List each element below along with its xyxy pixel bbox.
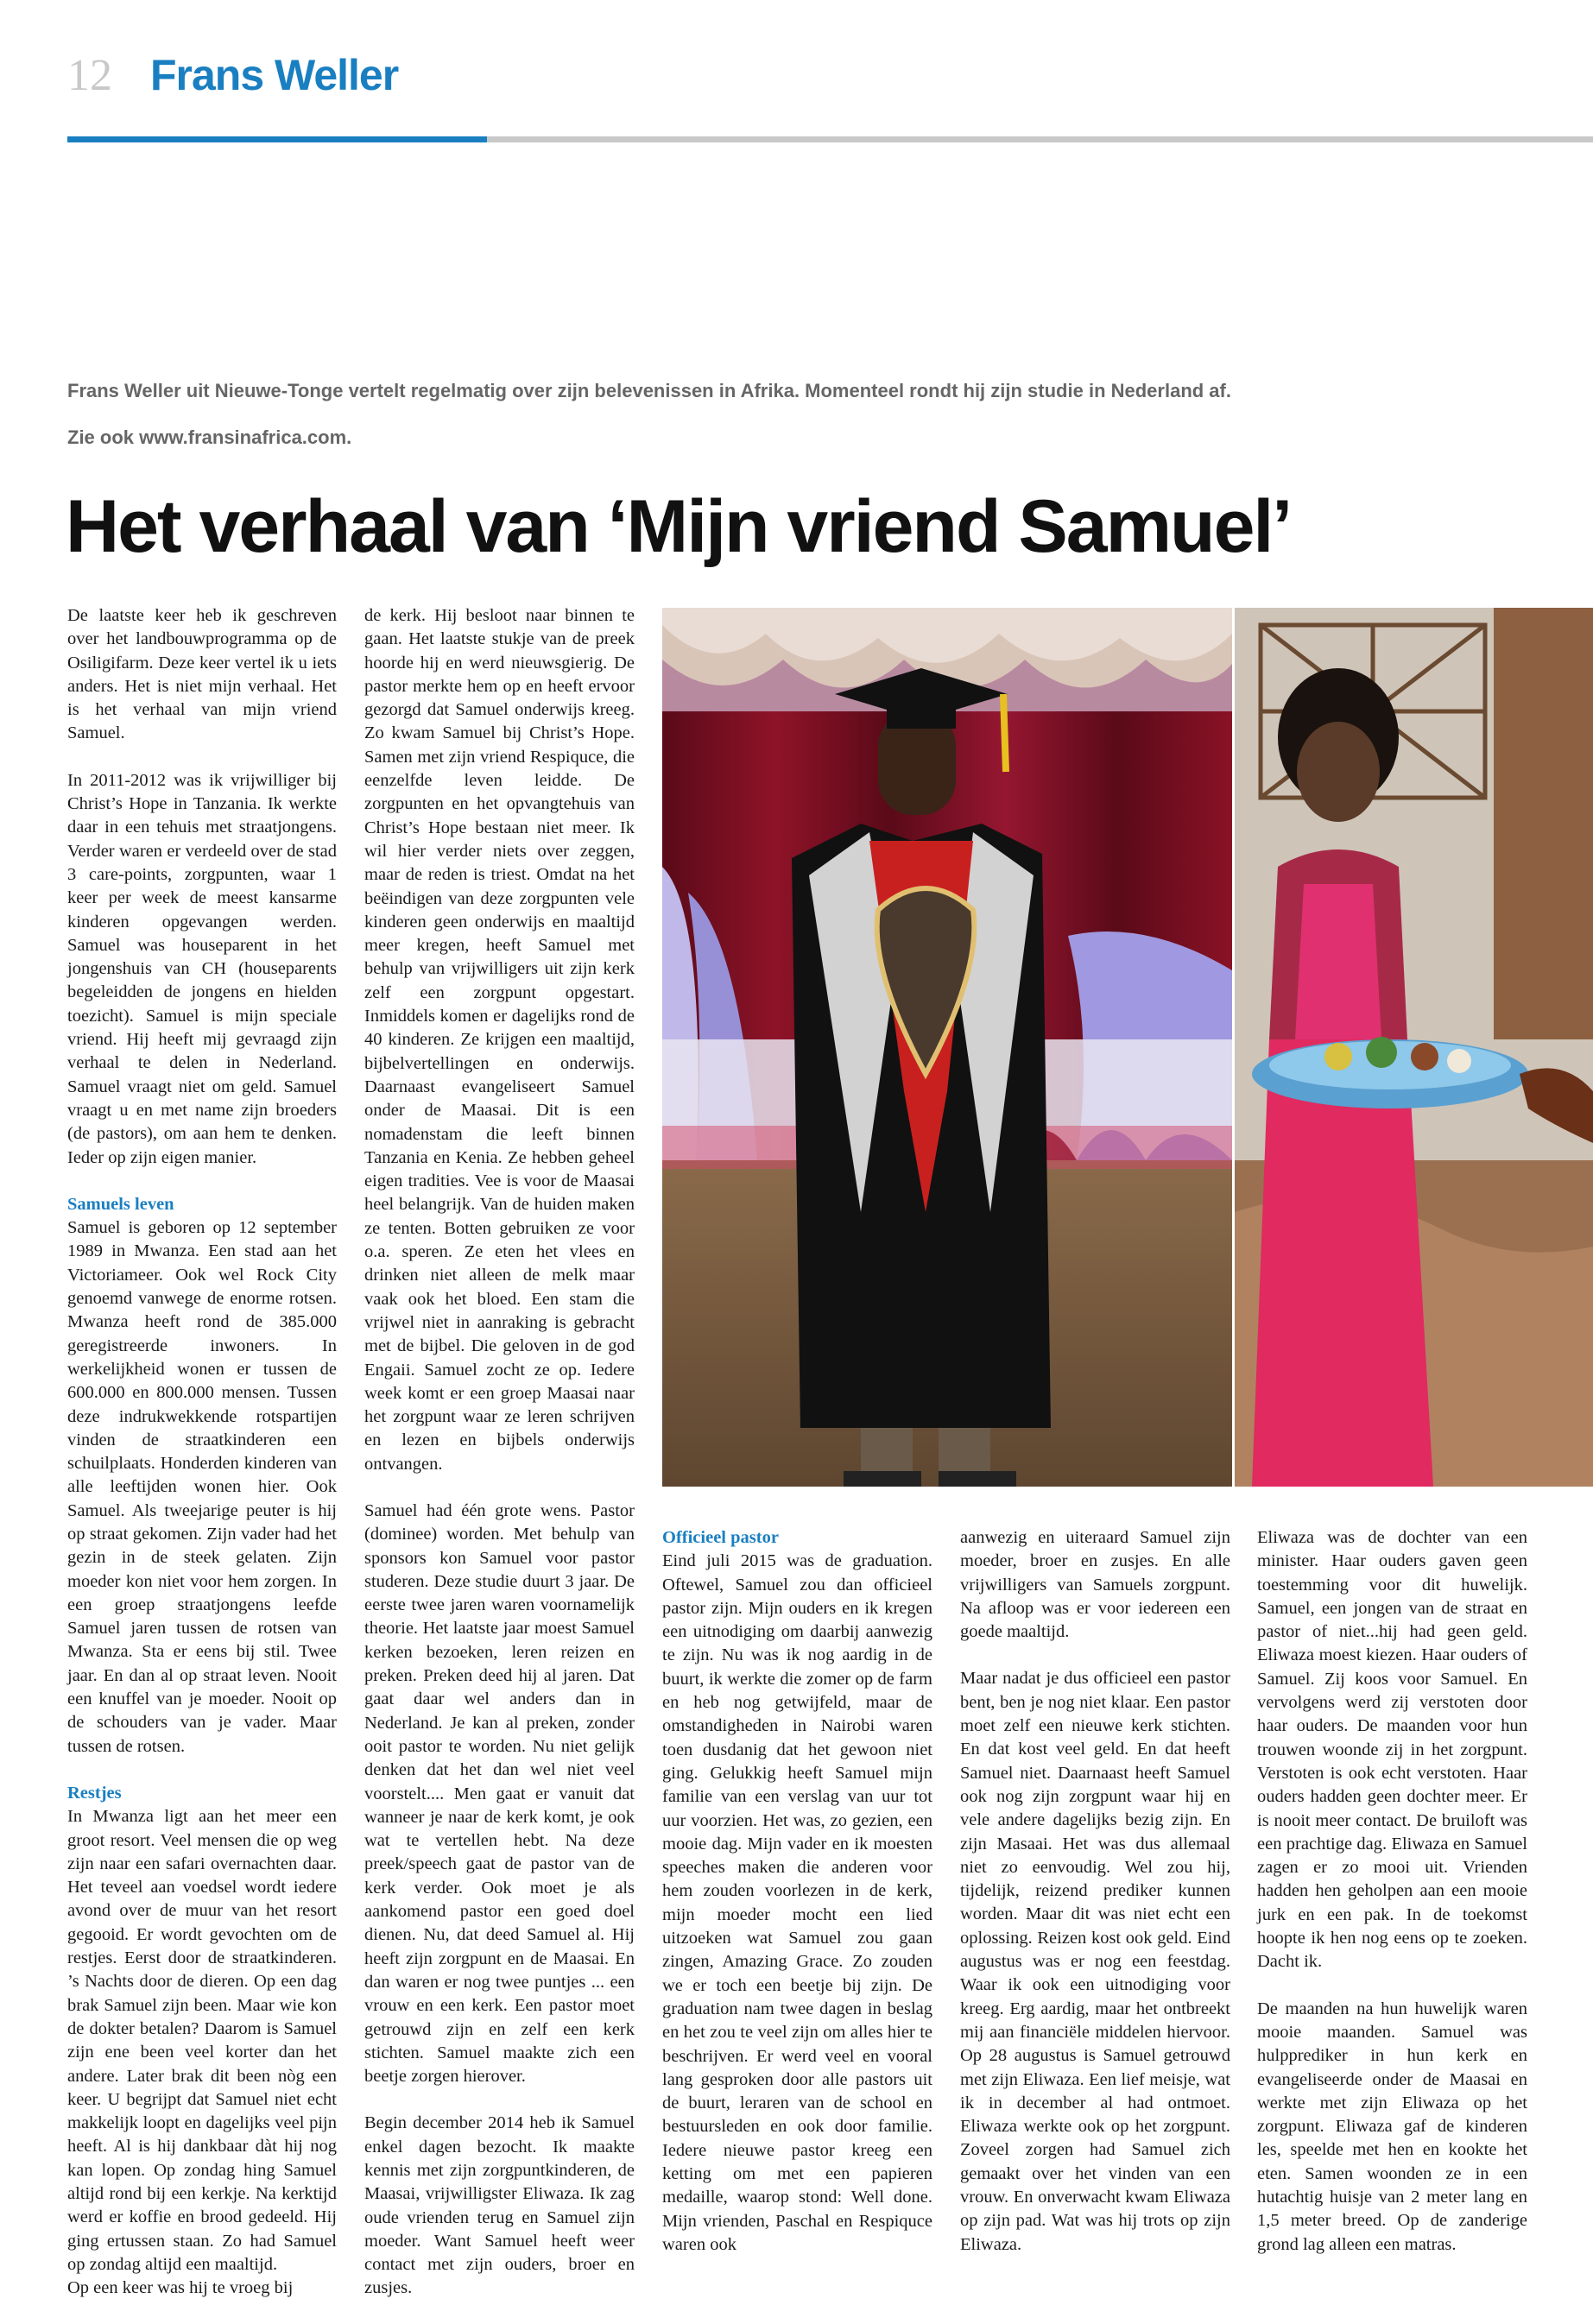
paragraph: de kerk. Hij besloot naar binnen te gaan. Het laatste stukje van de preek hoorde hij en werd nieuwsgierig. De pastor merkte hem op en heeft ervoor gezorgd dat Samuel onderwijs kreeg. Zo kwam Samuel bij Christ’s Hope. Samen met zijn vriend Respiquce, die eenzelfde leven leidde. De zorgpunten en het opvangtehuis van Christ’s Hope bestaan niet meer. Ik wil hier verder niets over zeggen, maar de reden is triest. Omdat na het beëindigen van deze zorgpunten vele kinderen geen onderwijs en maaltijd meer kregen, heeft Samuel met behulp van vrijwilligers uit zijn kerk zelf een zorgpunt opgestart. Inmiddels komen er dagelijks rond de 40 kinderen. Ze krijgen een maaltijd, bijbelvertellingen en onderwijs. Daarnaast evangeliseert Samuel onder de Maasai. Dit is een nomadenstam die leeft binnen Tanzania en Kenia. Ze hebben geheel eigen tradities. Vee is voor de Maasai heel belangrijk. Van de huiden maken ze tenten. Botten gebruiken ze voor o.a. speren. Ze eten het vlees en drinken niet alleen de melk maar vaak ook het bloed. Een stam die vrijwel niet in aanraking is gebracht met de bijbel. Die geloven in de god Engaii. Samuel zocht ze op. Iedere week komt er een groep Maasai naar het zorgpunt waar ze leren schrijven en lezen en bijbels onderwijs ontvangen. xyxy=(364,606,635,1474)
page-header xyxy=(67,50,398,111)
subheading: Samuels leven xyxy=(67,1194,174,1214)
paragraph: In Mwanza ligt aan het meer een groot resort. Veel mensen die op weg zijn naar een safari overnachten daar. Het teveel aan voedsel wordt iedere avond over de muur van het resort gegooid. Er wordt gevochten om de restjes. Eerst door de straatkinderen. ’s Nachts door de dieren. Op een dag brak Samuel zijn been. Maar wie kon de dokter betalen? Daarom is Samuel zijn ene been veel korter dan het andere. Later brak dit been nòg een keer. U begrijpt dat Samuel niet echt makkelijk loopt en dagelijks veel pijn heeft. Al is hij dankbaar dàt hij nog kan lopen. Op zondag hing Samuel altijd rond bij een kerkje. Na kerktijd werd er koffie en brood gedeeld. Hij ging ertussen staan. Zo had Samuel op zondag altijd een maaltijd. xyxy=(67,1807,337,2274)
paragraph: Begin december 2014 heb ik Samuel enkel dagen bezocht. Ik maakte kennis met zijn zorgpuntkinderen, de Maasai, vrijwilligster Eliwaza. Ik zag oude vrienden terug en Samuel zijn moeder. Want Samuel heeft weer contact met zijn ouders, broer en zusjes. xyxy=(364,2113,635,2298)
intro-website: Zie ook www.fransinafrica.com. xyxy=(67,426,352,448)
paragraph: Samuel had één grote wens. Pastor (dominee) worden. Met behulp van sponsors kon Samuel voor pastor studeren. Deze studie duurt 3 jaar. De eerste twee jaren waren voornamelijk theorie. Het laatste jaar moest Samuel kerken bezoeken, leren reizen en preken. Preken deed hij al jaren. Dat gaat daar wel anders dan in Nederland. Je kan al preken, zonder ooit pastor te worden. Nu niet gelijk denken dat het dan wel niet veel voorstelt.... Men gaat er vanuit dat wanneer je naar de kerk komt, je ook wat te vertellen hebt. Na deze preek/speech gaat de pastor van de kerk verder. Ook moet je als aankomend pastor een goed doel dienen. Nu, dat deed Samuel al. Hij heeft zijn zorgpunt en de Maasai. En dan waren er nog twee puntjes ... een vrouw en een kerk. Een pastor moet getrouwd zijn en zelf een kerk stichten. Samuel maakte zich een beetje zorgen hierover. xyxy=(364,1500,635,2087)
page-number: 12 xyxy=(67,51,112,100)
intro-line: Frans Weller uit Nieuwe-Tonge vertelt regelmatig over zijn belevenissen in Afrika. Momenteel rondt hij zijn studie in Nederland af. xyxy=(67,380,1231,401)
graduation-photo-illustration xyxy=(662,608,1232,1487)
article-column-3 xyxy=(662,1526,932,2280)
paragraph: Eind juli 2015 was de graduation. Oftewel, Samuel zou dan officieel pastor zijn. Mijn ouders en ik kregen een uitnodiging om daarbij aanwezig te zijn. Nu was ik nog aardig in de buurt, ik werkte die zomer op de farm en heb nog getwijfeld, maar de omstandigheden in Nairobi waren toen dusdanig dat het gewoon niet ging. Gelukkig heeft Samuel mijn familie van een verslag van uur tot uur voorzien. Het was, zo gezien, een mooie dag. Mijn vader en ik moesten speeches maken die anderen voor hem zouden voorlezen in de kerk, mijn moeder mocht een lied uitzoeken wat Samuel zou gaan zingen, Amazing Grace. Zo zouden we er toch een beetje bij zijn. De graduation nam twee dagen in beslag en het zou te veel zijn om alles hier te beschrijven. Er werd veel en vooral lang gesproken door alle pastors uit de buurt, leraren van de school en bestuursleden en ook door familie. Iedere nieuwe pastor kreeg een ketting om met een papieren medaille, waarop stond: Well done. Mijn vrienden, Paschal en Respiquce waren ook xyxy=(662,1551,932,2254)
paragraph: In 2011-2012 was ik vrijwilliger bij Christ’s Hope in Tanzania. Ik werkte daar in een tehuis met straatjongens. Verder waren er verdeeld over de stad 3 care-points, zorgpunten, waar 1 keer per week de meest kansarme kinderen opgevangen werden. Samuel was houseparent in het jongenshuis van CH (houseparents begeleidden de jongens en hielden toezicht). Samuel is mijn speciale vriend. Hij heeft mij gevraagd zijn verhaal te delen in Nederland. Samuel vraagt niet om geld. Samuel vraagt u en met name zijn broeders (de pastors), om aan hem te denken. Ieder op zijn eigen manier. xyxy=(67,770,337,1167)
paragraph: De maanden na hun huwelijk waren mooie maanden. Samuel was hulpprediker in hun kerk en evangeliseerde onder de Maasai en werkte met zijn Eliwaza op het zorgpunt. Eliwaza gaf de kinderen les, speelde met hen en kookte het eten. Samen woonden ze in een hutachtig huisje van 2 meter lang en 1,5 meter breed. Op de zanderige grond lag alleen een matras. xyxy=(1257,1999,1527,2254)
intro-text xyxy=(67,368,1535,461)
paragraph: Op een keer was hij te vroeg bij xyxy=(67,2278,294,2298)
article-column-1 xyxy=(67,604,337,2323)
article-column-5 xyxy=(1257,1526,1527,2280)
eliwaza-photo xyxy=(1235,608,1593,1487)
subheading: Officieel pastor xyxy=(662,1528,779,1547)
paragraph: Samuel is geboren op 12 september 1989 in Mwanza. Een stad aan het Victoriameer. Ook wel Rock City genoemd vanwege de enorme rotsen. Mwanza heeft rond de 385.000 geregistreerde inwoners. In werkelijkheid wonen er tussen de 600.000 en 800.000 mensen. Tussen deze indrukwekkende rotspartijen vinden de straatkinderen een schuilplaats. Honderden kinderen van alle leeftijden wonen hier. Ook Samuel. Als tweejarige peuter is hij op straat gekomen. Zijn vader had het gezin in de steek gelaten. Zijn moeder kon niet voor hem zorgen. In een groep straatjongens leefde Samuel jaren tussen de rotsen van Mwanza. Sta er eens bij stil. Twee jaar. En dan al op straat leven. Nooit een knuffel van je moeder. Nooit op de schouders van je vader. Maar tussen de rotsen. xyxy=(67,1218,337,1756)
eliwaza-photo-illustration xyxy=(1235,608,1593,1487)
article-headline: Het verhaal van ‘Mijn vriend Samuel’ xyxy=(66,485,1292,568)
article-column-4 xyxy=(960,1526,1230,2280)
header-rule-accent xyxy=(67,136,487,142)
graduation-photo xyxy=(662,608,1232,1487)
subheading: Restjes xyxy=(67,1783,122,1803)
paragraph: Eliwaza was de dochter van een minister. Haar ouders gaven geen toestemming voor dit huwelijk. Samuel, een jongen van de straat en pastor of niet...hij had geen geld. Eliwaza moest kiezen. Haar ouders of Samuel. Zij koos voor Samuel. En vervolgens werd zij verstoten door haar ouders. De maanden voor hun trouwen woonde zij in het zorgpunt. Verstoten is ook echt verstoten. Haar ouders hadden geen dochter meer. Er is nooit meer contact. De bruiloft was een prachtige dag. Eliwaza en Samuel zagen er zo mooi uit. Vrienden hadden hen geholpen aan een mooie jurk en een pak. In de toekomst hoopte ik hen nog eens op te zoeken. Dacht ik. xyxy=(1257,1528,1527,1972)
paragraph: aanwezig en uiteraard Samuel zijn moeder, broer en zusjes. En alle vrijwilligers van Samuels zorgpunt. Na afloop was er voor iedereen een goede maaltijd. xyxy=(960,1528,1230,1642)
article-column-2 xyxy=(364,604,635,2324)
paragraph: De laatste keer heb ik geschreven over het landbouwprogramma op de Osiligifarm. Deze keer vertel ik u iets anders. Het is niet mijn verhaal. Het is het verhaal van mijn vriend Samuel. xyxy=(67,606,337,743)
section-title: Frans Weller xyxy=(150,51,399,99)
paragraph: Maar nadat je dus officieel een pastor bent, ben je nog niet klaar. Een pastor moet zelf een nieuwe kerk stichten. En dat kost veel geld. En dat heeft Samuel niet. Daarnaast heeft Samuel ook nog zijn zorgpunt waar hij en vele andere dagelijks bezig zijn. En zijn Masaai. Het was dus allemaal niet zo eenvoudig. Wel zou hij, tijdelijk, reizend prediker kunnen worden. Maar dit was niet echt een oplossing. Reizen kost ook geld. Eind augustus was er nog een feestdag. Waar ik ook een uitnodiging voor kreeg. Erg aardig, maar het ontbreekt mij aan financiële middelen hiervoor. Op 28 augustus is Samuel getrouwd met zijn Eliwaza. Een lief meisje, wat ik in december al had ontmoet. Eliwaza werkte ook op het zorgpunt. Zoveel zorgen had Samuel zich gemaakt over het vinden van een vrouw. En onverwacht kwam Eliwaza op zijn pad. Wat was hij trots op zijn Eliwaza. xyxy=(960,1669,1230,2254)
